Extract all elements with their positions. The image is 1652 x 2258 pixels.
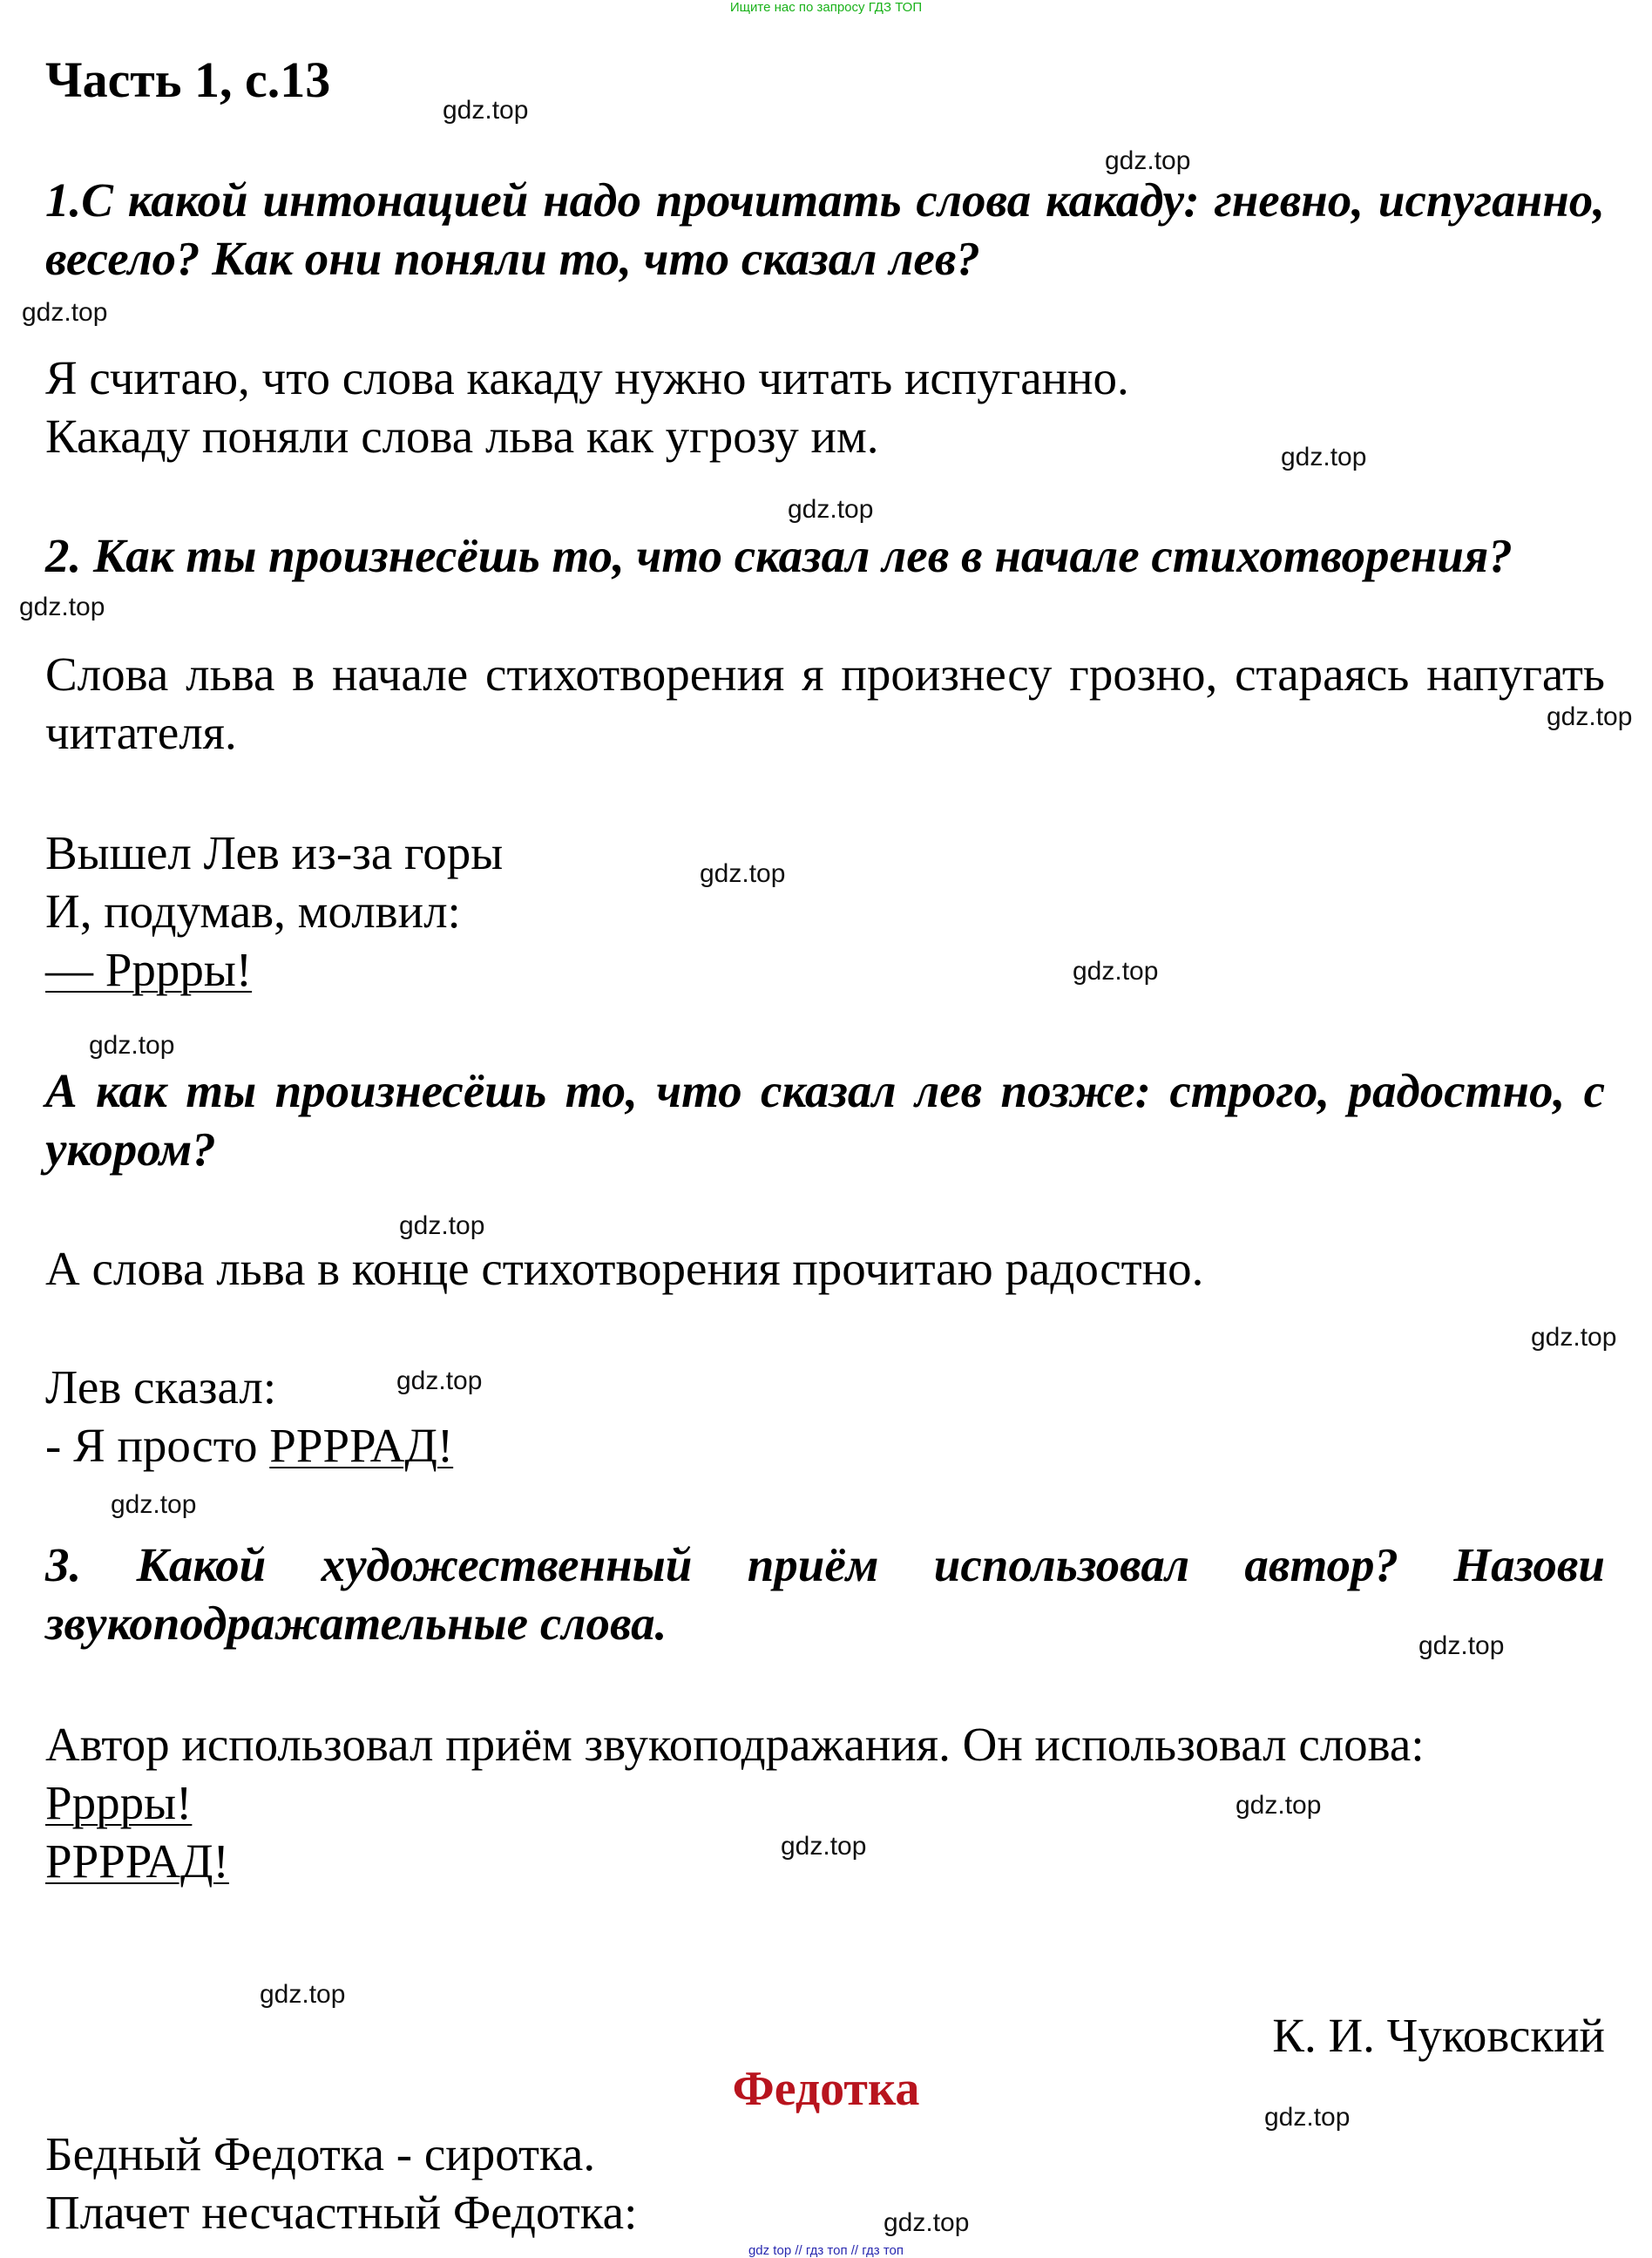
watermark: gdz.top [1236, 1791, 1322, 1820]
lion-quote-word: РРРРАД! [269, 1419, 454, 1472]
answer-2: Слова льва в начале стихотворения я произнесу грозно, стараясь напугать читателя. [45, 648, 1605, 759]
top-banner[interactable]: Ищите нас по запросу ГДЗ ТОП [729, 0, 923, 15]
watermark: gdz.top [19, 593, 105, 621]
poem-quote-line-3: — Рррры! [45, 943, 253, 996]
watermark: gdz.top [1531, 1323, 1617, 1352]
watermark: gdz.top [788, 495, 874, 524]
watermark: gdz.top [89, 1031, 175, 1060]
footer-links[interactable]: gdz top // гдз топ // гдз топ [748, 2243, 904, 2258]
poem-title: Федотка [732, 2062, 920, 2116]
followup-answer: А слова льва в конце стихотворения прочитаю радостно. [45, 1242, 1204, 1295]
poem-author: К. И. Чуковский [1272, 2009, 1605, 2062]
watermark: gdz.top [1073, 957, 1159, 986]
question-3: 3. Какой художественный приём использовал автор? Назови звукоподражательные слова. [45, 1538, 1605, 1650]
watermark: gdz.top [781, 1832, 867, 1861]
sound-word-1: Рррры! [45, 1776, 193, 1829]
watermark: gdz.top [22, 298, 108, 327]
answer-3: Автор использовал приём звукоподражания. Он использовал слова: [45, 1718, 1425, 1771]
page-heading: Часть 1, с.13 [45, 51, 331, 108]
followup-question: А как ты произнесёшь то, что сказал лев позже: строго, радостно, с укором? [45, 1064, 1605, 1176]
watermark: gdz.top [1418, 1631, 1505, 1660]
poem-quote-line-1: Вышел Лев из-за горы [45, 826, 504, 879]
lion-quote-prefix: - Я просто [45, 1419, 270, 1472]
sound-word-2: РРРРАД! [45, 1834, 229, 1888]
watermark: gdz.top [1105, 146, 1191, 175]
answer-1-line-2: Какаду поняли слова льва как угрозу им. [45, 410, 879, 463]
watermark: gdz.top [396, 1366, 483, 1395]
answer-1-line-1: Я считаю, что слова какаду нужно читать испуганно. [45, 351, 1129, 404]
lion-quote-line-1: Лев сказал: [45, 1360, 277, 1414]
poem-line-2: Плачет несчастный Федотка: [45, 2186, 638, 2239]
watermark: gdz.top [1264, 2103, 1351, 2132]
lion-quote-line-2 [45, 1416, 453, 1475]
watermark: gdz.top [260, 1980, 346, 2009]
question-2: 2. Как ты произнесёшь то, что сказал лев в начале стихотворения? [45, 529, 1513, 582]
watermark: gdz.top [884, 2208, 970, 2237]
question-1: 1.С какой интонацией надо прочитать слова какаду: гневно, испуганно, весело? Как они поняли то, что сказал лев? [45, 173, 1605, 285]
watermark: gdz.top [443, 96, 529, 125]
watermark: gdz.top [111, 1490, 197, 1519]
watermark: gdz.top [1547, 702, 1633, 731]
poem-quote-line-2: И, подумав, молвил: [45, 885, 461, 938]
watermark: gdz.top [1281, 443, 1367, 471]
watermark: gdz.top [399, 1211, 485, 1240]
watermark: gdz.top [700, 859, 786, 888]
poem-line-1: Бедный Федотка - сиротка. [45, 2127, 596, 2180]
